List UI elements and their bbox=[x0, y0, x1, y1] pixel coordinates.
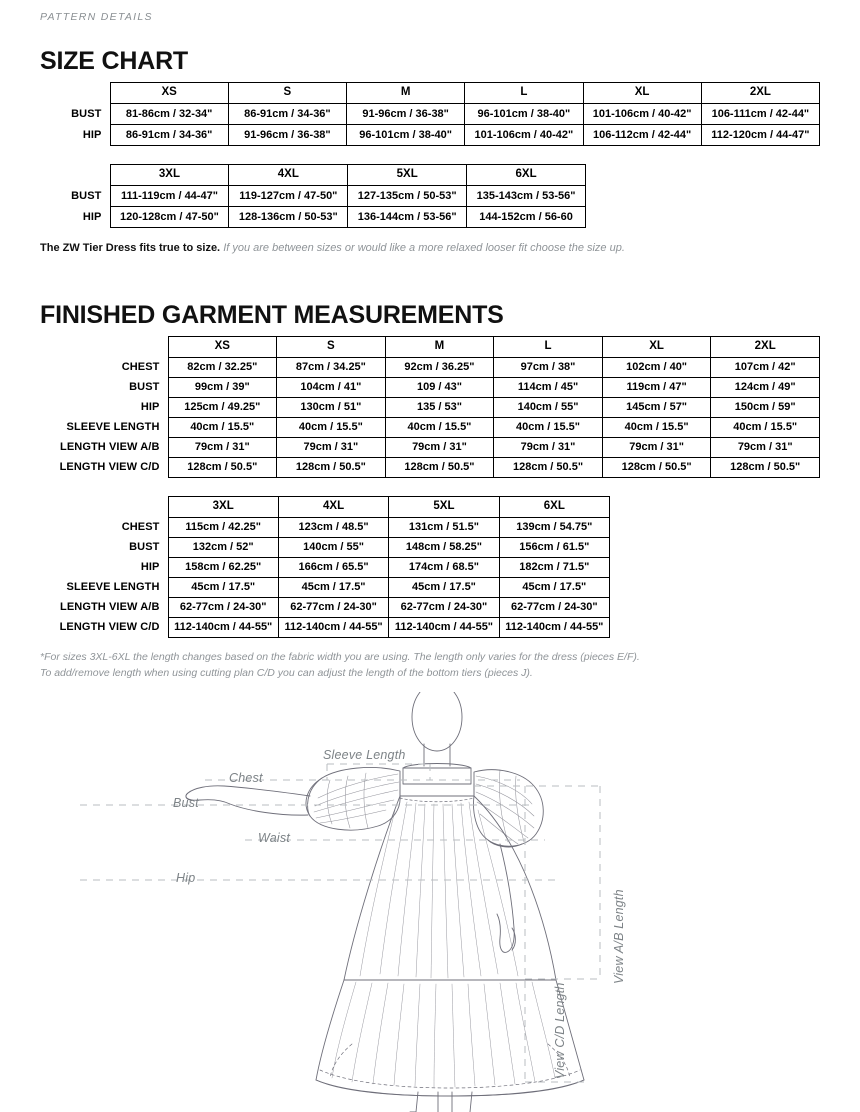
table-cell: 140cm / 55" bbox=[278, 537, 388, 557]
garment-illustration bbox=[0, 692, 860, 1112]
table-cell: 40cm / 15.5" bbox=[385, 417, 494, 437]
table-cell: 79cm / 31" bbox=[602, 437, 711, 457]
finished-garment-heading: FINISHED GARMENT MEASUREMENTS bbox=[40, 300, 504, 329]
table-cell: 130cm / 51" bbox=[277, 397, 386, 417]
left-leg bbox=[416, 1092, 438, 1112]
row-label: BUST bbox=[40, 186, 110, 207]
table-cell: 62-77cm / 24-30" bbox=[278, 597, 388, 617]
fit-note bbox=[40, 241, 820, 257]
right-forearm bbox=[497, 844, 514, 952]
dress-body bbox=[344, 796, 556, 980]
table-row bbox=[40, 207, 586, 228]
table-cell: 114cm / 45" bbox=[494, 377, 603, 397]
label-bust: Bust bbox=[173, 795, 199, 810]
column-header: 2XL bbox=[701, 83, 819, 104]
table-cell: 131cm / 51.5" bbox=[389, 517, 499, 537]
column-header: 5XL bbox=[389, 496, 499, 517]
table-cell: 125cm / 49.25" bbox=[168, 397, 277, 417]
table-cell: 128-136cm / 50-53" bbox=[229, 207, 348, 228]
table-cell: 112-120cm / 44-47" bbox=[701, 125, 819, 146]
table-cell: 97cm / 38" bbox=[494, 357, 603, 377]
table-cell: 119cm / 47" bbox=[602, 377, 711, 397]
table-header-row bbox=[40, 165, 586, 186]
table-cell: 136-144cm / 53-56" bbox=[348, 207, 467, 228]
measurement-guides bbox=[80, 764, 600, 1082]
label-view-ab-length: View A/B Length bbox=[612, 889, 626, 984]
row-label: SLEEVE LENGTH bbox=[40, 417, 168, 437]
label-waist: Waist bbox=[258, 830, 291, 845]
column-header: XS bbox=[168, 336, 277, 357]
table-row bbox=[40, 186, 586, 207]
table-cell: 91-96cm / 36-38" bbox=[347, 104, 465, 125]
table-cell: 128cm / 50.5" bbox=[385, 457, 494, 477]
table-cell: 104cm / 41" bbox=[277, 377, 386, 397]
table-cell: 45cm / 17.5" bbox=[278, 577, 388, 597]
table-cell: 101-106cm / 40-42" bbox=[583, 104, 701, 125]
row-label: BUST bbox=[40, 537, 168, 557]
row-label: HIP bbox=[40, 397, 168, 417]
page-kicker: PATTERN DETAILS bbox=[40, 11, 153, 23]
finished-garment-table-xs-2xl bbox=[40, 336, 820, 478]
footnote-line-1: *For sizes 3XL-6XL the length changes based on the fabric width you are using. The length only varies for the dress (pieces E/F). bbox=[40, 650, 640, 663]
table-cell: 82cm / 32.25" bbox=[168, 357, 277, 377]
table-row bbox=[40, 125, 820, 146]
dress-technical-drawing bbox=[0, 692, 860, 1112]
table-cell: 128cm / 50.5" bbox=[277, 457, 386, 477]
column-header: 6XL bbox=[467, 165, 586, 186]
table-cell: 45cm / 17.5" bbox=[499, 577, 609, 597]
extended-arm bbox=[186, 786, 310, 815]
left-puff-sleeve bbox=[306, 767, 400, 830]
table-row bbox=[40, 397, 820, 417]
footnote-line-2: To add/remove length when using cutting plan C/D you can adjust the length of the bottom tiers (pieces J). bbox=[40, 667, 533, 680]
table-row bbox=[40, 357, 820, 377]
table-cell: 132cm / 52" bbox=[168, 537, 278, 557]
table-cell: 174cm / 68.5" bbox=[389, 557, 499, 577]
table-cell: 86-91cm / 34-36" bbox=[228, 104, 346, 125]
table-cell: 40cm / 15.5" bbox=[602, 417, 711, 437]
label-view-cd-length: View C/D Length bbox=[553, 982, 567, 1079]
table-cell: 148cm / 58.25" bbox=[389, 537, 499, 557]
column-header: XL bbox=[602, 336, 711, 357]
table-cell: 158cm / 62.25" bbox=[168, 557, 278, 577]
table-cell: 99cm / 39" bbox=[168, 377, 277, 397]
row-label: BUST bbox=[40, 104, 110, 125]
table-cell: 40cm / 15.5" bbox=[277, 417, 386, 437]
fit-note-italic: If you are between sizes or would like a more relaxed looser fit choose the size up. bbox=[223, 242, 625, 254]
corner-cell bbox=[40, 496, 168, 517]
row-label: CHEST bbox=[40, 517, 168, 537]
table-cell: 62-77cm / 24-30" bbox=[168, 597, 278, 617]
row-label: SLEEVE LENGTH bbox=[40, 577, 168, 597]
table-row bbox=[40, 557, 610, 577]
table-cell: 45cm / 17.5" bbox=[389, 577, 499, 597]
table-cell: 92cm / 36.25" bbox=[385, 357, 494, 377]
column-header: 4XL bbox=[229, 165, 348, 186]
label-sleeve-length: Sleeve Length bbox=[323, 747, 406, 762]
table-header-row bbox=[40, 336, 820, 357]
table-cell: 79cm / 31" bbox=[168, 437, 277, 457]
table-cell: 166cm / 65.5" bbox=[278, 557, 388, 577]
size-chart-table-xs-2xl bbox=[40, 82, 820, 146]
table-cell: 145cm / 57" bbox=[602, 397, 711, 417]
table-cell: 128cm / 50.5" bbox=[602, 457, 711, 477]
table-cell: 40cm / 15.5" bbox=[494, 417, 603, 437]
table-cell: 40cm / 15.5" bbox=[711, 417, 820, 437]
table-cell: 79cm / 31" bbox=[385, 437, 494, 457]
row-label: LENGTH VIEW A/B bbox=[40, 437, 168, 457]
table-cell: 107cm / 42" bbox=[711, 357, 820, 377]
table-header-row bbox=[40, 83, 820, 104]
table-cell: 135-143cm / 53-56" bbox=[467, 186, 586, 207]
table-cell: 96-101cm / 38-40" bbox=[347, 125, 465, 146]
column-header: 4XL bbox=[278, 496, 388, 517]
column-header: M bbox=[385, 336, 494, 357]
column-header: S bbox=[228, 83, 346, 104]
right-leg bbox=[452, 1092, 472, 1112]
column-header: 6XL bbox=[499, 496, 609, 517]
row-label: LENGTH VIEW A/B bbox=[40, 597, 168, 617]
column-header: 3XL bbox=[110, 165, 229, 186]
table-cell: 112-140cm / 44-55" bbox=[168, 617, 278, 637]
table-cell: 112-140cm / 44-55" bbox=[499, 617, 609, 637]
table-cell: 119-127cm / 47-50" bbox=[229, 186, 348, 207]
table-cell: 79cm / 31" bbox=[711, 437, 820, 457]
table-cell: 112-140cm / 44-55" bbox=[389, 617, 499, 637]
bottom-tier bbox=[316, 980, 584, 1096]
table-cell: 128cm / 50.5" bbox=[494, 457, 603, 477]
finished-garment-table-3xl-6xl bbox=[40, 496, 610, 638]
corner-cell bbox=[40, 336, 168, 357]
row-label: HIP bbox=[40, 207, 110, 228]
column-header: L bbox=[494, 336, 603, 357]
table-cell: 115cm / 42.25" bbox=[168, 517, 278, 537]
row-label: LENGTH VIEW C/D bbox=[40, 617, 168, 637]
row-label: HIP bbox=[40, 557, 168, 577]
table-cell: 96-101cm / 38-40" bbox=[465, 104, 583, 125]
table-cell: 120-128cm / 47-50" bbox=[110, 207, 229, 228]
table-cell: 135 / 53" bbox=[385, 397, 494, 417]
column-header: 3XL bbox=[168, 496, 278, 517]
table-row bbox=[40, 104, 820, 125]
table-cell: 101-106cm / 40-42" bbox=[465, 125, 583, 146]
row-label: HIP bbox=[40, 125, 110, 146]
row-label: BUST bbox=[40, 377, 168, 397]
table-cell: 111-119cm / 44-47" bbox=[110, 186, 229, 207]
table-row bbox=[40, 377, 820, 397]
table-cell: 62-77cm / 24-30" bbox=[499, 597, 609, 617]
table-cell: 124cm / 49" bbox=[711, 377, 820, 397]
table-cell: 144-152cm / 56-60 bbox=[467, 207, 586, 228]
table-row bbox=[40, 577, 610, 597]
row-label: LENGTH VIEW C/D bbox=[40, 457, 168, 477]
table-cell: 45cm / 17.5" bbox=[168, 577, 278, 597]
table-row bbox=[40, 417, 820, 437]
table-cell: 150cm / 59" bbox=[711, 397, 820, 417]
table-cell: 79cm / 31" bbox=[277, 437, 386, 457]
table-cell: 79cm / 31" bbox=[494, 437, 603, 457]
table-cell: 62-77cm / 24-30" bbox=[389, 597, 499, 617]
table-cell: 106-111cm / 42-44" bbox=[701, 104, 819, 125]
table-row bbox=[40, 597, 610, 617]
right-puff-sleeve bbox=[474, 770, 544, 847]
column-header: XL bbox=[583, 83, 701, 104]
column-header: XS bbox=[110, 83, 228, 104]
table-cell: 86-91cm / 34-36" bbox=[110, 125, 228, 146]
table-row bbox=[40, 617, 610, 637]
table-cell: 128cm / 50.5" bbox=[711, 457, 820, 477]
column-header: M bbox=[347, 83, 465, 104]
table-cell: 182cm / 71.5" bbox=[499, 557, 609, 577]
table-row bbox=[40, 437, 820, 457]
column-header: L bbox=[465, 83, 583, 104]
fit-note-bold: The ZW Tier Dress fits true to size. bbox=[40, 242, 221, 254]
table-cell: 156cm / 61.5" bbox=[499, 537, 609, 557]
label-hip: Hip bbox=[176, 870, 196, 885]
row-label: CHEST bbox=[40, 357, 168, 377]
table-row bbox=[40, 537, 610, 557]
column-header: 5XL bbox=[348, 165, 467, 186]
table-cell: 40cm / 15.5" bbox=[168, 417, 277, 437]
corner-cell bbox=[40, 83, 110, 104]
table-cell: 127-135cm / 50-53" bbox=[348, 186, 467, 207]
column-header: 2XL bbox=[711, 336, 820, 357]
table-cell: 112-140cm / 44-55" bbox=[278, 617, 388, 637]
length-footnote bbox=[40, 649, 820, 682]
table-cell: 106-112cm / 42-44" bbox=[583, 125, 701, 146]
column-header: S bbox=[277, 336, 386, 357]
table-row bbox=[40, 517, 610, 537]
head-shape bbox=[412, 692, 462, 751]
table-row bbox=[40, 457, 820, 477]
size-chart-table-3xl-6xl bbox=[40, 164, 586, 228]
table-cell: 102cm / 40" bbox=[602, 357, 711, 377]
table-cell: 139cm / 54.75" bbox=[499, 517, 609, 537]
table-header-row bbox=[40, 496, 610, 517]
table-cell: 87cm / 34.25" bbox=[277, 357, 386, 377]
table-cell: 140cm / 55" bbox=[494, 397, 603, 417]
size-chart-heading: SIZE CHART bbox=[40, 47, 189, 75]
table-cell: 91-96cm / 36-38" bbox=[228, 125, 346, 146]
table-cell: 81-86cm / 32-34" bbox=[110, 104, 228, 125]
label-chest: Chest bbox=[229, 770, 263, 785]
table-cell: 128cm / 50.5" bbox=[168, 457, 277, 477]
table-cell: 109 / 43" bbox=[385, 377, 494, 397]
corner-cell bbox=[40, 165, 110, 186]
table-cell: 123cm / 48.5" bbox=[278, 517, 388, 537]
